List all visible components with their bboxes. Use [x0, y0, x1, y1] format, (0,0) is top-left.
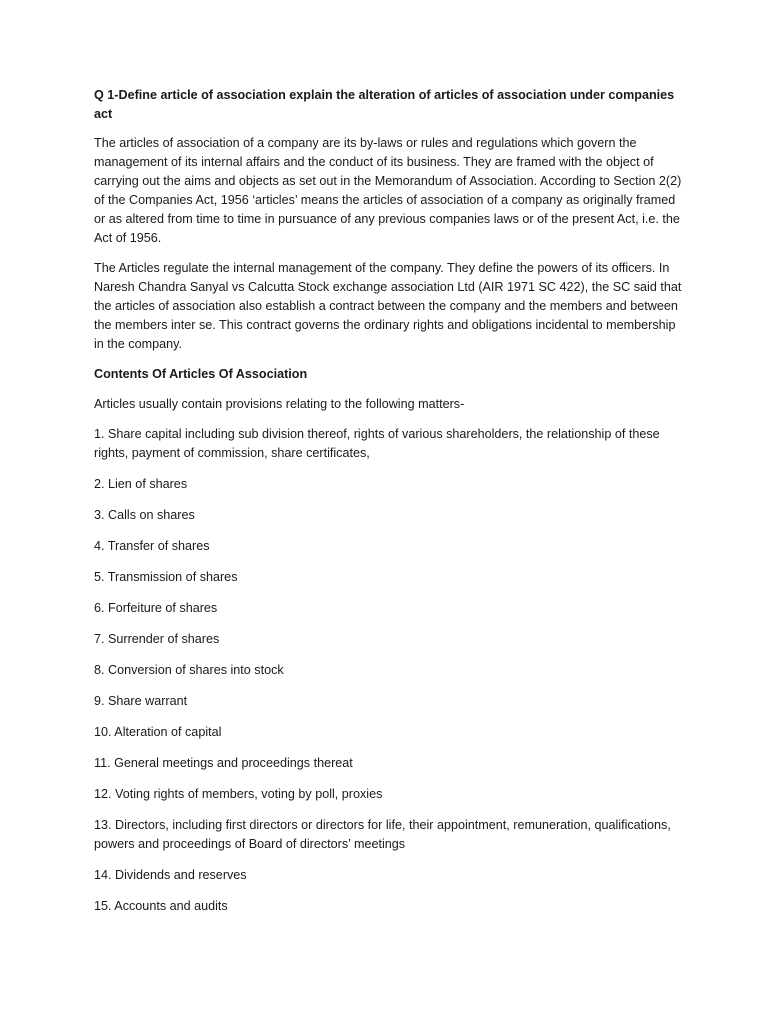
- list-item: 15. Accounts and audits: [94, 899, 228, 913]
- list-item: 1. Share capital including sub division thereof, rights of various shareholders, the relationship of these rights, payment of commission, share certificates,: [94, 427, 660, 460]
- list-item: 9. Share warrant: [94, 694, 188, 708]
- document-page: [94, 86, 684, 928]
- list-item: 10. Alteration of capital: [94, 725, 222, 739]
- list-item: 8. Conversion of shares into stock: [94, 663, 284, 677]
- list-item: 14. Dividends and reserves: [94, 868, 247, 882]
- paragraph-internal-management: The Articles regulate the internal management of the company. They define the powers of its officers. In Naresh Chandra Sanyal vs Calcutta Stock exchange association Ltd (AIR 1971 SC 422), the SC said that the articles of association also establish a contract between the company and the members and between the members inter se. This contract governs the ordinary rights and obligations incidental to membership in the company.: [94, 261, 682, 351]
- list-item: 5. Transmission of shares: [94, 570, 238, 584]
- list-item: 2. Lien of shares: [94, 477, 188, 491]
- list-item: 13. Directors, including first directors or directors for life, their appointment, remuneration, qualifications, powers and proceedings of Board of directors’ meetings: [94, 818, 671, 851]
- list-item: 11. General meetings and proceedings thereat: [94, 756, 353, 770]
- contents-list: [94, 425, 684, 916]
- contents-intro: Articles usually contain provisions relating to the following matters-: [94, 397, 465, 411]
- list-item: 4. Transfer of shares: [94, 539, 210, 553]
- question-title: Q 1-Define article of association explain the alteration of articles of association under companies act: [94, 88, 675, 121]
- contents-heading: Contents Of Articles Of Association: [94, 367, 308, 381]
- paragraph-definition: The articles of association of a company are its by-laws or rules and regulations which govern the management of its internal affairs and the conduct of its business. They are framed with the object of carrying out the aims and objects as set out in the Memorandum of Association. According to Section 2(2) of the Companies Act, 1956 ‘articles’ means the articles of association of a company as originally framed or as altered from time to time in pursuance of any previous companies laws or of the present Act, i.e. the Act of 1956.: [94, 136, 682, 245]
- list-item: 6. Forfeiture of shares: [94, 601, 218, 615]
- list-item: 3. Calls on shares: [94, 508, 195, 522]
- list-item: 12. Voting rights of members, voting by poll, proxies: [94, 787, 383, 801]
- list-item: 7. Surrender of shares: [94, 632, 220, 646]
